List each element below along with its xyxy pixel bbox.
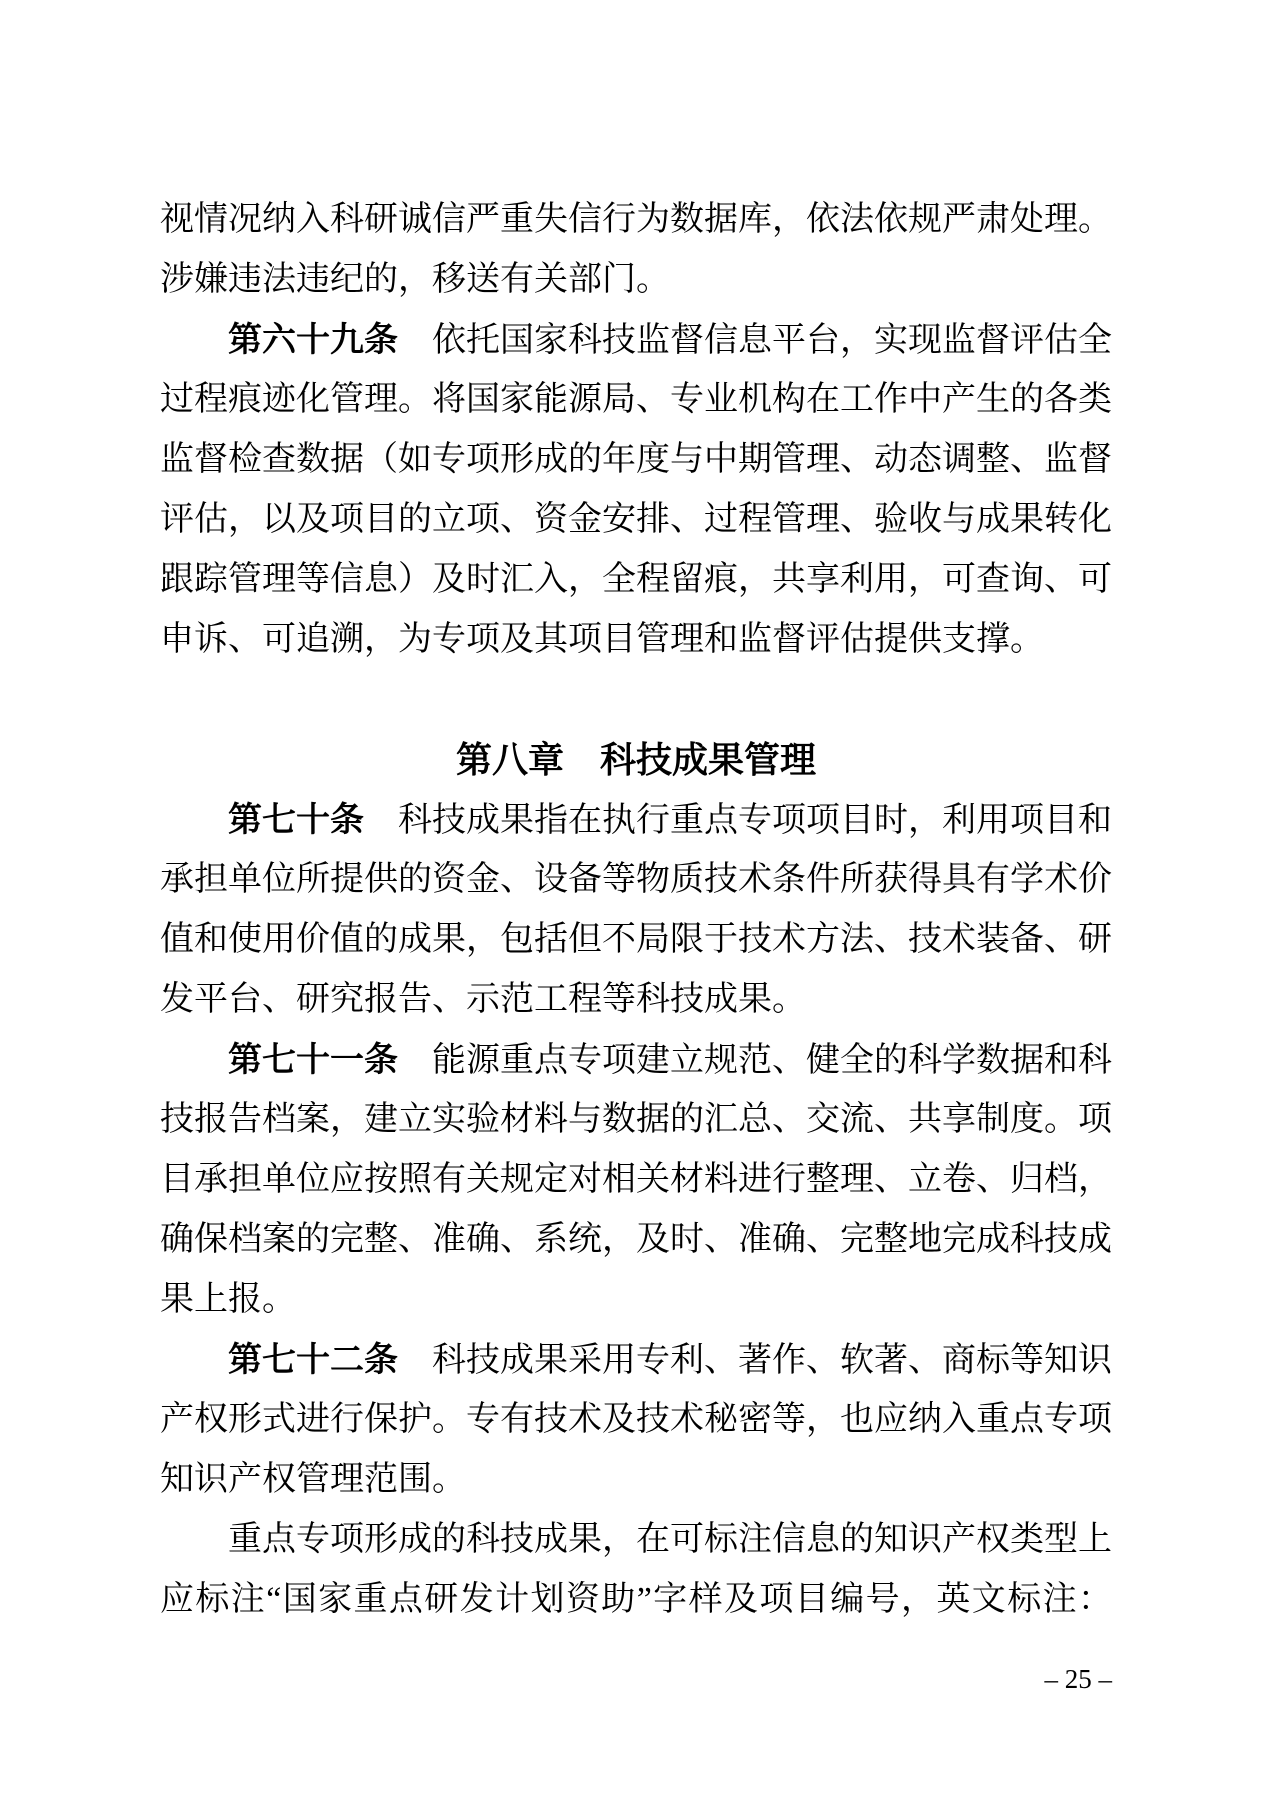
text-line: 值和使用价值的成果，包括但不局限于技术方法、技术装备、研 (160, 921, 1112, 958)
text-line: 确保档案的完整、准确、系统，及时、准确、完整地完成科技成 (160, 1221, 1112, 1258)
text-line (160, 1030, 1112, 1090)
text-line: 承担单位所提供的资金、设备等物质技术条件所获得具有学术价 (160, 861, 1112, 898)
chapter-heading: 第八章 科技成果管理 (455, 739, 816, 780)
text-line: 重点专项形成的科技成果，在可标注信息的知识产权类型上 (228, 1521, 1112, 1558)
text-line: 涉嫌违法违纪的，移送有关部门。 (160, 261, 670, 298)
text-line: 知识产权管理范围。 (160, 1461, 466, 1498)
article-number: 第七十条 (228, 801, 364, 839)
text-line: 应标注“国家重点研发计划资助”字样及项目编号，英文标注： (160, 1581, 1112, 1618)
text-line (160, 790, 1112, 850)
text-line: 过程痕迹化管理。将国家能源局、专业机构在工作中产生的各类 (160, 381, 1112, 418)
text-line: 技报告档案，建立实验材料与数据的汇总、交流、共享制度。项 (160, 1101, 1112, 1138)
text-line: 视情况纳入科研诚信严重失信行为数据库，依法依规严肃处理。 (160, 201, 1112, 238)
page-number: – 25 – (1044, 1664, 1112, 1694)
text-line: 监督检查数据（如专项形成的年度与中期管理、动态调整、监督 (160, 441, 1112, 478)
text-line: 果上报。 (160, 1281, 296, 1318)
text-line: 跟踪管理等信息）及时汇入，全程留痕，共享利用，可查询、可 (160, 561, 1112, 598)
text-line: 目承担单位应按照有关规定对相关材料进行整理、立卷、归档， (160, 1161, 1112, 1198)
article-text: 依托国家科技监督信息平台，实现监督评估全 (398, 322, 1112, 359)
article-text: 能源重点专项建立规范、健全的科学数据和科 (398, 1042, 1112, 1079)
document-body (160, 190, 1112, 1630)
text-line: 评估，以及项目的立项、资金安排、过程管理、验收与成果转化 (160, 501, 1112, 538)
text-line (160, 310, 1112, 370)
article-number: 第六十九条 (228, 321, 398, 359)
article-text: 科技成果采用专利、著作、软著、商标等知识 (398, 1342, 1112, 1379)
blank-line (160, 670, 1112, 730)
text-line: 发平台、研究报告、示范工程等科技成果。 (160, 981, 806, 1018)
text-line (160, 1330, 1112, 1390)
text-line: 产权形式进行保护。专有技术及技术秘密等，也应纳入重点专项 (160, 1401, 1112, 1438)
article-number: 第七十一条 (228, 1041, 398, 1079)
article-text: 科技成果指在执行重点专项项目时，利用项目和 (364, 802, 1112, 839)
text-line: 申诉、可追溯，为专项及其项目管理和监督评估提供支撑。 (160, 621, 1044, 658)
article-number: 第七十二条 (228, 1341, 398, 1379)
